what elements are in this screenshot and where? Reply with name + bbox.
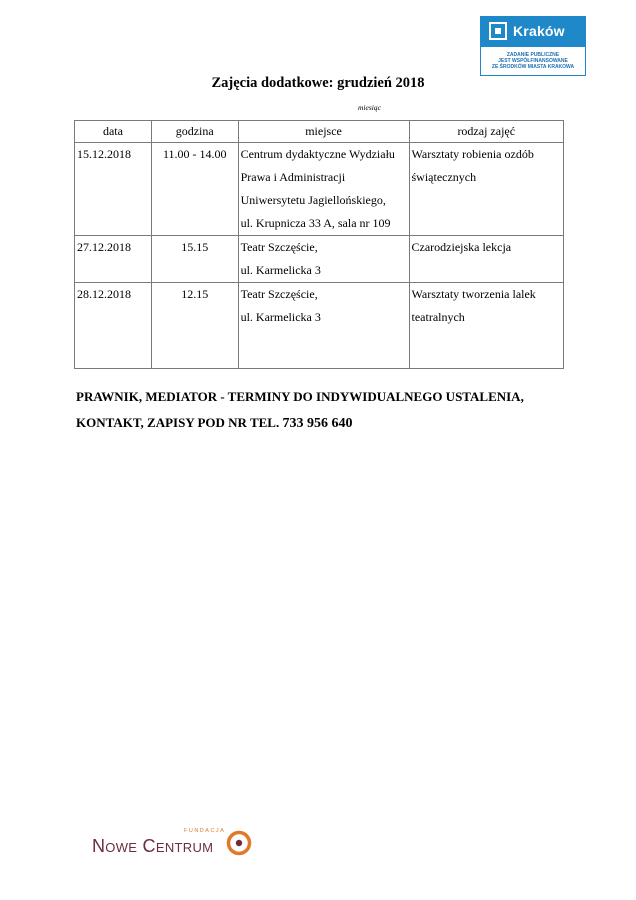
cell-place <box>238 283 409 369</box>
note-line-1: PRAWNIK, MEDIATOR - TERMINY DO INDYWIDUALNEGO USTALENIA, <box>76 389 524 404</box>
cell-place <box>238 236 409 283</box>
nowe-centrum-target-icon <box>226 830 252 856</box>
cell-date: 27.12.2018 <box>75 236 152 283</box>
place-line: ul. Karmelicka 3 <box>240 310 321 324</box>
krakow-logo-tagline <box>480 46 586 76</box>
column-header-type: rodzaj zajęć <box>409 121 564 143</box>
cell-date: 28.12.2018 <box>75 283 152 369</box>
place-line: ul. Krupnicza 33 A, sala nr 109 <box>240 216 391 230</box>
note-line-2 <box>76 410 556 437</box>
page-title: Zajęcia dodatkowe: grudzień 2018 <box>211 75 425 91</box>
contact-note <box>76 384 556 437</box>
place-line: Teatr Szczęście, <box>240 240 318 254</box>
krakow-logo-name: Kraków <box>513 23 565 39</box>
place-line: Uniwersytetu Jagiellońskiego, <box>240 193 386 207</box>
table-row <box>75 143 564 236</box>
cell-time: 11.00 - 14.00 <box>151 143 238 236</box>
cell-type <box>409 143 564 236</box>
krakow-logo <box>480 16 588 76</box>
cell-time: 15.15 <box>151 236 238 283</box>
cell-time: 12.15 <box>151 283 238 369</box>
nowe-centrum-fundacja: FUNDACJA <box>184 828 226 834</box>
place-line: Centrum dydaktyczne Wydziału <box>240 147 395 161</box>
type-line: Warsztaty tworzenia lalek <box>411 287 536 301</box>
type-line: Warsztaty robienia ozdób <box>411 147 534 161</box>
column-header-place: miejsce <box>238 121 409 143</box>
place-line: Prawa i Administracji <box>240 170 346 184</box>
krakow-tagline-line: ZE ŚRODKÓW MIASTA KRAKOWA <box>491 64 575 71</box>
place-line: Teatr Szczęście, <box>240 287 318 301</box>
krakow-tagline-line: JEST WSPÓŁFINANSOWANE <box>498 57 568 64</box>
cell-place <box>238 143 409 236</box>
table-header-row <box>75 121 564 143</box>
type-line: teatralnych <box>411 310 465 324</box>
place-line: ul. Karmelicka 3 <box>240 263 321 277</box>
page-subtitle: miesiąc <box>358 103 381 112</box>
column-header-date: data <box>75 121 152 143</box>
schedule-table <box>74 120 564 369</box>
table-row <box>75 236 564 283</box>
phone-number: 733 956 640 <box>282 416 353 431</box>
note-contact-prefix: KONTAKT, ZAPISY POD NR TEL. <box>76 415 280 430</box>
type-line: świątecznych <box>411 170 477 184</box>
nowe-centrum-logo <box>92 824 262 864</box>
nowe-centrum-name: Nowe Centrum <box>92 836 214 856</box>
table-row <box>75 283 564 369</box>
type-line: Czarodziejska lekcja <box>411 240 512 254</box>
krakow-logo-box <box>480 16 586 46</box>
column-header-time: godzina <box>151 121 238 143</box>
krakow-emblem-icon <box>489 22 507 40</box>
krakow-tagline-line: ZADANIE PUBLICZNE <box>506 51 560 58</box>
cell-type <box>409 236 564 283</box>
cell-date: 15.12.2018 <box>75 143 152 236</box>
cell-type <box>409 283 564 369</box>
